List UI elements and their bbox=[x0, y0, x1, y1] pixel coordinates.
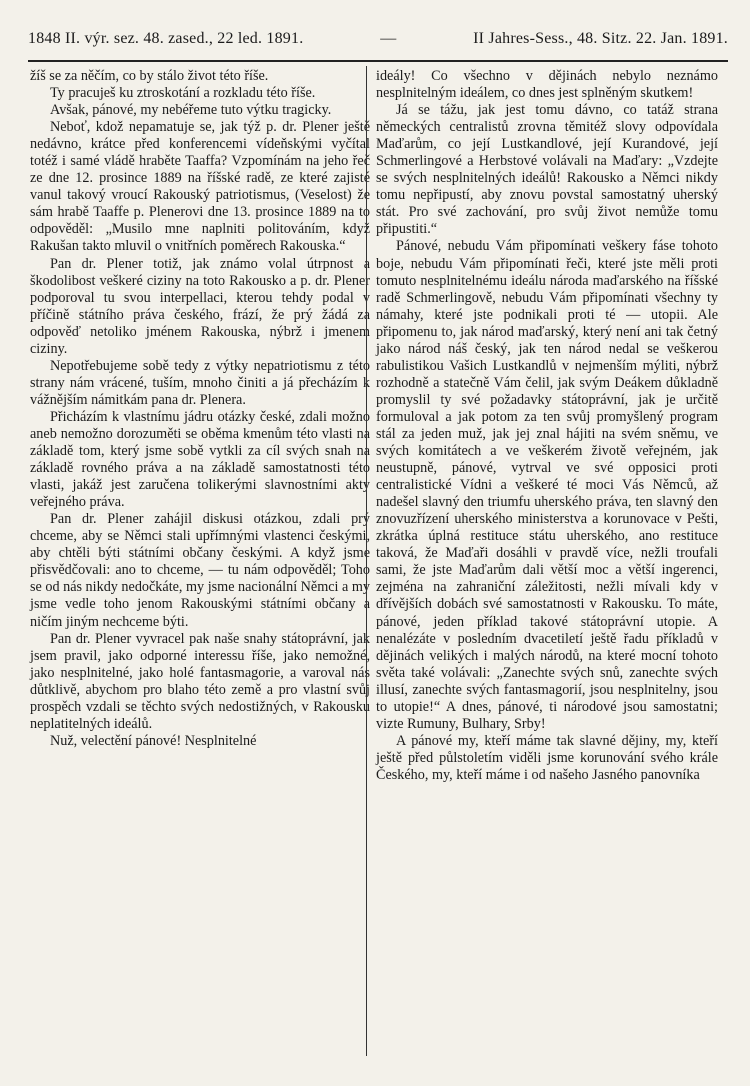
paragraph: Pan dr. Plener zahájil diskusi otázkou, zdali prý chceme, aby se Němci stali upřímnými vlastenci českými, aby chtěli býti státními občany českými. A když jsme přisvědčovali: ano to chceme, — tu nám odpověděl; Toho se od nás nikdy nedočkáte, my jsme nacionální Němci a my jsme vedle toho jenom Rakouskými státními občany a ničím jiným nechceme býti. bbox=[30, 511, 371, 630]
paragraph: Pánové, nebudu Vám připomínati veškery fáse tohoto boje, nebudu Vám připomínati řeči, které jste měli proti tomuto nesplnitelnému ideálu národa maďarského na říšské radě Schmerlingově, nebudu Vám připomínati všechny ty námahy, které jste podnikali proti té — utopii. Ale připomenu to, jak národ maďarský, který není ani tak četný jako národ náš český, jak ten národ nedal se veškerou rabulistikou Vašich Lustkandlů v nejmenším mýliti, nýbrž rozhodně a statečně Vám čelil, jak svým Deákem důkladně promyslil ty své požadavky státoprávní, jak je určitě formuloval a jak potom za ten svůj promyšlený program stál za jeden muž, jak jej znal hájiti na svém sněmu, ve svých komitátech a ve veškerém životě veřejném, jak neustupně, pánové, vytrval ve své opposici proti centralistické Vídni a veškeré té moci Vás Němců, až nadešel slavný den triumfu uherského práva, ten slavný den znovuzřízení uherského ministerstva a korunovace v Pešti, zkrátka úplná restituce státu uherského, ano restituce taková, že Maďaři dosáhli v pravdě více, nežli troufali sami, že jste Maďarům dali větší moc a větší ingerenci, zejména na zahraniční záležitosti, nežli mívali kdy v dřívějších dobách své samostatnosti v Rakousku. To máte, pánové, jeden příklad takové státoprávní utopie. A nenalézáte v posledním dvacetiletí ještě řadu příkladů v dějinách velikých i malých národů, na které mocní tohoto světa také volávali: „Zanechte svých snů, zanechte svých illusí, zanechte svých fantasmagorií, jsou nesplnitelny, jsou to utopie!“ A dnes, pánové, ti národové jsou samostatni; vizte Rumuny, Bulhary, Srby! bbox=[376, 238, 718, 732]
page-header bbox=[28, 30, 728, 54]
paragraph: Pan dr. Plener vyvracel pak naše snahy státoprávní, jak jsem pravil, jako odporné interessu říše, jako nemožné, jako nesplnitelné, jako holé fantasmagorie, a varoval nás důtklivě, abychom pro blaho této země a pro vlastní svůj prospěch vzdali se těchto svých nedostižných, v Rakousku neplatitelných ideálů. bbox=[30, 630, 370, 732]
paragraph: Nuž, velectění pánové! Nesplnitelné bbox=[50, 732, 257, 749]
paragraph: Neboť, kdož nepamatuje se, jak týž p. dr. Plener ještě nedávno, krátce před konferencemi vídeňskými vyčítal totéž i samé vládě hraběte Taaffa? Vzpomínám na jeho řeč ze dne 12. prosince 1889 na říšské radě, ze které zajisté vanul takový vroucí Rakouský patriotismus, (Veselost) že sám hrabě Taaffe p. Plenerovi dne 13. prosince 1889 na to odpověděl: „Musilo mne naplniti politováním, když Rakušan takto mluvil o vnitřních poměrech Rakouska.“ bbox=[30, 119, 370, 255]
paragraph: žíš se za něčím, co by stálo život této říše. bbox=[30, 68, 269, 84]
paragraph: Ty pracuješ ku ztroskotání a rozkladu této říše. bbox=[50, 85, 316, 102]
paragraph: Pan dr. Plener totiž, jak známo volal útrpnost a škodolibost veškeré ciziny na toto Rakousko a p. dr. Plener podporoval tu svou interpellaci, kterou tehdy podal v příčině státního práva českého, frází, že prý žádá za odpověď netoliko jménem Rakouska, nýbrž i jmenem ciziny. bbox=[30, 255, 370, 357]
right-column bbox=[376, 68, 718, 784]
left-column bbox=[30, 68, 370, 750]
paragraph: Já se tážu, jak jest tomu dávno, co tatáž strana německých centralistů zrovna těmitéž slovy odpovídala Maďarům, co její Lustkandlové, její Kurandové, její Schmerlingové a Herbstové volávali na Maďary: „Vzdejte se svých nesplnitelných ideálů! Rakousko a Němci nikdy tomu nepřipustí, aby znovu povstal samostatný uherský stát. Pro své zachování, pro svůj život nemůže tomu připustiti.“ bbox=[376, 102, 718, 238]
header-separator: — bbox=[380, 30, 397, 47]
header-german: II Jahres-Sess., 48. Sitz. 22. Jan. 1891. bbox=[473, 30, 728, 47]
paragraph: ideály! Co všechno v dějinách nebylo neznámo nesplnitelným ideálem, co dnes jest splněným skutkem! bbox=[376, 68, 718, 102]
header-czech: 1848 II. výr. sez. 48. zased., 22 led. 1891. bbox=[28, 30, 304, 47]
paragraph: A pánové my, kteří máme tak slavné dějiny, my, kteří ještě před půlstoletím viděli jsme korunování svého krále Českého, my, kteří máme i od našeho Jasného panovníka bbox=[376, 732, 718, 783]
paragraph: Nepotřebujeme sobě tedy z výtky nepatriotismu z této strany nám vrácené, tuším, mnoho činiti a já přecházím k vážnějším námitkám pana dr. Plenera. bbox=[30, 357, 370, 408]
paragraph: Přicházím k vlastnímu jádru otázky české, zdali možno aneb nemožno dorozuměti se oběma kmenům této vlasti na základě tom, který jsme sobě vytkli za cíl svých snah na základě rovného práva a na základě samostatnosti této vlasti, jakáž jest zaručena tolikerými slavnostními akty veřejného práva. bbox=[30, 408, 370, 511]
paragraph: Avšak, pánové, my nebéřeme tuto výtku tragicky. bbox=[50, 102, 332, 119]
column-divider bbox=[366, 66, 367, 1056]
header-rule bbox=[28, 60, 728, 62]
